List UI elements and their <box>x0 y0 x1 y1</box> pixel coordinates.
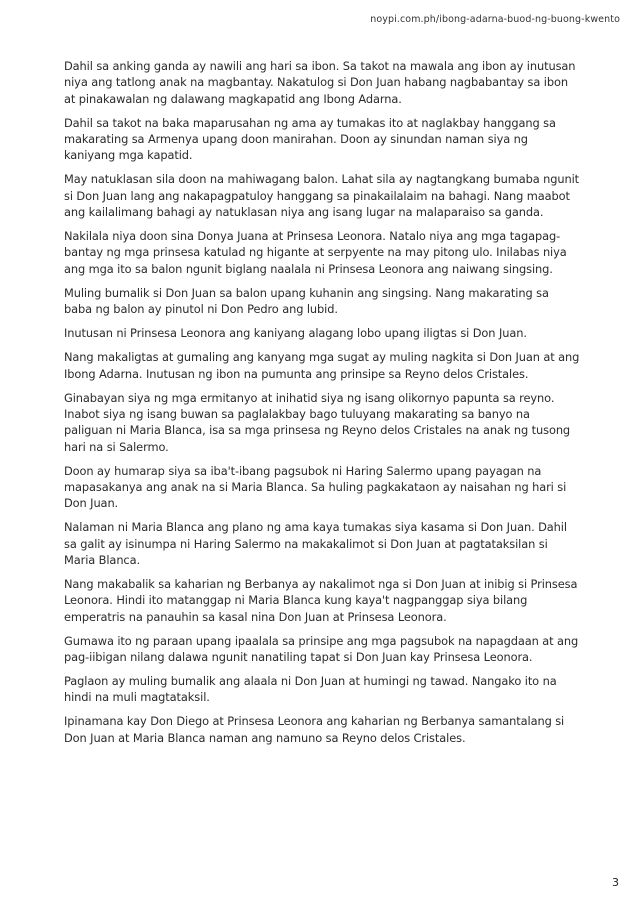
paragraph: Muling bumalik si Don Juan sa balon upang kuhanin ang singsing. Nang makarating sa baba ng balon ay pinutol ni Don Pedro ang lubid. <box>64 285 549 317</box>
paragraph: May natuklasan sila doon na mahiwagang balon. Lahat sila ay nagtangkang bumaba ngunit si Don Juan lang ang nakapagpatuloy hanggang sa pinakailalaim na bahagi. Nang maabot ang kailalimang bahagi ay natuklasan niya ang isang lugar na malaparaiso sa ganda. <box>64 172 580 219</box>
paragraph: Inutusan ni Prinsesa Leonora ang kaniyang alagang lobo upang iligtas si Don Juan. <box>64 326 527 341</box>
paragraph: Gumawa ito ng paraan upang ipaalala sa prinsipe ang mga pagsubok na napagdaan at ang pag-iibigan nilang dalawa ngunit nanatiling tapat si Don Juan kay Prinsesa Leonora. <box>64 633 579 664</box>
paragraph: Dahil sa anking ganda ay nawili ang hari sa ibon. Sa takot na mawala ang ibon ay inutusan niya ang tatlong anak na magbantay. Nakatulog si Don Juan habang nagbabantay sa ibon at pinakawalan ng dalawang magkapatid ang Ibong Adarna. <box>64 59 576 106</box>
paragraph: Ipinamana kay Don Diego at Prinsesa Leonora ang kaharian ng Berbanya samantalang si Don Juan at Maria Blanca naman ang namuno sa Reyno delos Cristales. <box>64 714 565 745</box>
paragraph: Ginabayan siya ng mga ermitanyo at inihatid siya ng isang olikornyo papunta sa reyno. Inabot siya ng isang buwan sa paglalakbay bago tuluyang makarating sa banyo na paliguan ni Maria Blanca, isa sa mga prinsesa ng Reyno delos Cristales na anak ng tusong hari na si Salermo. <box>64 390 571 454</box>
paragraph: Nang makaligtas at gumaling ang kanyang mga sugat ay muling nagkita si Don Juan at ang Ibong Adarna. Inutusan ng ibon na pumunta ang prinsipe sa Reyno delos Cristales. <box>64 350 580 381</box>
paragraph: Dahil sa takot na baka maparusahan ng ama ay tumakas ito at naglakbay hanggang sa makarating sa Armenya upang doon manirahan. Doon ay sinundan naman siya ng kaniyang mga kapatid. <box>64 115 556 163</box>
page-number: 3 <box>612 876 619 889</box>
document-body <box>64 58 580 754</box>
source-url: noypi.com.ph/ibong-adarna-buod-ng-buong-kwento <box>370 14 620 25</box>
paragraph: Nalaman ni Maria Blanca ang plano ng ama kaya tumakas siya kasama si Don Juan. Dahil sa galit ay isinumpa ni Haring Salermo na makakalimot si Don Juan at pagtataksilan si Maria Blanca. <box>64 520 567 567</box>
paragraph: Doon ay humarap siya sa iba't-ibang pagsubok ni Haring Salermo upang payagan na mapasakanya ang anak na si Maria Blanca. Sa huling pagkakataon ay naisahan ng hari si Don Juan. <box>64 463 567 511</box>
paragraph: Paglaon ay muling bumalik ang alaala ni Don Juan at humingi ng tawad. Nangako ito na hindi na muli magtataksil. <box>64 674 557 705</box>
paragraph: Nang makabalik sa kaharian ng Berbanya ay nakalimot nga si Don Juan at inibig si Prinsesa Leonora. Hindi ito matanggap ni Maria Blanca kung kaya't nagpanggap siya bilang emperatris na panauhin sa kasal nina Don Juan at Prinsesa Leonora. <box>64 576 578 624</box>
paragraph: Nakilala niya doon sina Donya Juana at Prinsesa Leonora. Natalo niya ang mga tagapag-bantay ng mga prinsesa katulad ng higante at serpyente na may pitong ulo. Inilabas niya ang mga ito sa balon ngunit biglang naalala ni Prinsesa Leonora ang naiwang singsing. <box>64 229 567 276</box>
